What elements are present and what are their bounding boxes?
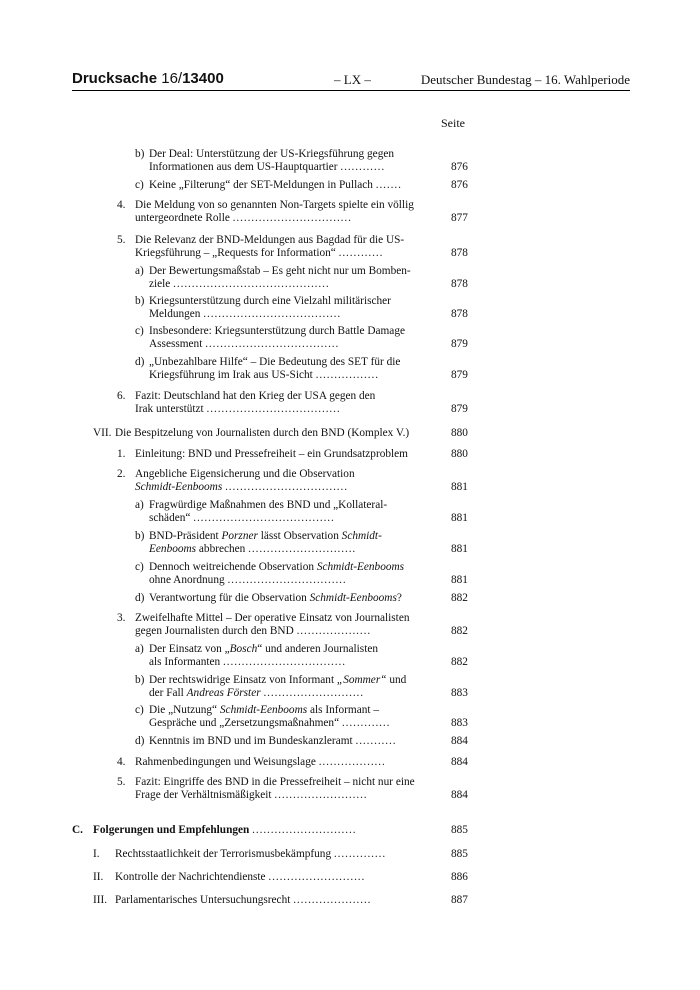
toc-title: ? <box>396 592 402 604</box>
toc-text-line <box>115 871 365 884</box>
toc-label: c) <box>135 179 144 191</box>
toc-label: d) <box>135 592 145 604</box>
toc-text-line <box>149 687 364 700</box>
toc-page-number: 884 <box>451 735 468 747</box>
toc-label: 1. <box>117 448 126 460</box>
toc-text-line <box>149 561 404 574</box>
toc-title: Einleitung: BND und Pressefreiheit – ein Grundsatzproblem <box>135 448 408 460</box>
page-header <box>72 64 630 91</box>
toc-page-number: 882 <box>451 592 468 604</box>
toc-label: c) <box>135 561 144 573</box>
person-name: Schmidt- <box>341 530 382 542</box>
toc-text-line <box>135 481 348 494</box>
toc-title-cont: der Fall <box>149 687 187 699</box>
toc-page-number: 876 <box>451 179 468 191</box>
toc-title-cont: ohne Anordnung <box>149 574 225 586</box>
toc-page-number: 878 <box>451 278 468 290</box>
toc-page-number: 885 <box>451 824 468 836</box>
leader-dots: .................................... <box>206 403 341 415</box>
toc-text-line <box>135 247 383 260</box>
toc-title: Die Relevanz der BND-Meldungen aus Bagdad für die US- <box>135 234 405 246</box>
toc-label: 4. <box>117 199 126 211</box>
toc-text-line <box>149 325 405 338</box>
person-name: Bosch <box>229 643 258 655</box>
toc-title: als Informant – <box>307 704 379 716</box>
toc-page-number: 884 <box>451 789 468 801</box>
person-name: „Sommer“ <box>336 674 387 686</box>
toc-label: a) <box>135 499 144 511</box>
toc-text-line <box>135 448 408 461</box>
toc-title-cont: Gespräche und „Zersetzungsmaßnahmen“ <box>149 717 340 729</box>
toc-title: Keine „Filterung“ der SET-Meldungen in Pullach <box>149 179 373 191</box>
toc-label: 5. <box>117 234 126 246</box>
toc-text-line <box>135 212 352 225</box>
toc-text-line <box>135 403 341 416</box>
toc-title: Folgerungen und Empfehlungen <box>93 824 250 836</box>
document-number <box>72 70 224 87</box>
leader-dots: .......................................... <box>173 278 330 290</box>
toc-label: I. <box>93 848 100 860</box>
toc-title: Angebliche Eigensicherung und die Observation <box>135 468 355 480</box>
toc-title: und <box>386 674 407 686</box>
toc-page-number: 887 <box>451 894 468 906</box>
toc-text-line <box>115 848 386 861</box>
leader-dots: ....... <box>375 179 402 191</box>
toc-text-line <box>149 574 347 587</box>
toc-text-line <box>149 356 400 369</box>
leader-dots: ........................... <box>263 687 364 699</box>
toc-text-line <box>135 789 368 802</box>
toc-label: VII. <box>93 427 112 439</box>
toc-title: Fragwürdige Maßnahmen des BND und „Kollateral- <box>149 499 388 511</box>
toc-text-line <box>93 824 356 837</box>
toc-label: 5. <box>117 776 126 788</box>
toc-text-line <box>149 717 390 730</box>
toc-page-number: 884 <box>451 756 468 768</box>
toc-title: Rechtsstaatlichkeit der Terrorismusbekämpfung <box>115 848 332 860</box>
leader-dots: .......................... <box>268 871 366 883</box>
toc-label: d) <box>135 735 145 747</box>
toc-title-cont: Frage der Verhältnismäßigkeit <box>135 789 272 801</box>
toc-title: Die Bespitzelung von Journalisten durch den BND (Komplex V.) <box>115 427 410 439</box>
toc-page-number: 882 <box>451 625 468 637</box>
toc-title: Fazit: Deutschland hat den Krieg der USA gegen den <box>135 390 376 402</box>
leader-dots: ............................. <box>248 543 357 555</box>
toc-title: Rahmenbedingungen und Weisungslage <box>135 756 316 768</box>
page-column-label: Seite <box>441 116 465 130</box>
toc-page-number: 881 <box>451 574 468 586</box>
toc-text-line <box>149 735 396 748</box>
toc-page-number: 876 <box>451 161 468 173</box>
toc-text-line <box>149 656 346 669</box>
toc-title: „Unbezahlbare Hilfe“ – Die Bedeutung des SET für die <box>149 356 401 368</box>
toc-text-line <box>149 308 341 321</box>
page-number-roman: – LX – <box>334 72 371 87</box>
toc-title-cont: Irak unterstützt <box>135 403 204 415</box>
parliament-title: Deutscher Bundestag – 16. Wahlperiode <box>420 72 630 87</box>
toc-text-line <box>149 278 330 291</box>
toc-text-line <box>115 894 371 907</box>
toc-page-number: 882 <box>451 656 468 668</box>
toc-page-number: 881 <box>451 512 468 524</box>
toc-title: “ und anderen Journalisten <box>257 643 379 655</box>
toc-text-line <box>149 295 391 308</box>
leader-dots: ................................. <box>225 481 348 493</box>
toc-title: Die Meldung von so genannten Non-Targets spielte ein völlig <box>135 199 414 211</box>
toc-text-line <box>135 776 415 789</box>
leader-dots: ........... <box>355 735 397 747</box>
person-name: Schmidt-Eenbooms <box>309 592 397 604</box>
toc-text-line <box>149 179 402 192</box>
leader-dots: .................... <box>296 625 372 637</box>
doc-num-prefix: 16/ <box>161 70 183 87</box>
toc-title-cont: untergeordnete Rolle <box>135 212 230 224</box>
person-name: Eenbooms <box>149 543 197 555</box>
leader-dots: ................................ <box>227 574 347 586</box>
toc-text-line <box>149 704 379 717</box>
toc-title-cont: Kriegsführung im Irak aus US-Sicht <box>149 369 313 381</box>
toc-page-number: 880 <box>451 448 468 460</box>
toc-text-line <box>149 592 402 605</box>
toc-title-cont: ziele <box>149 278 171 290</box>
toc-title-cont: Kriegsführung – „Requests for Information“ <box>135 247 336 259</box>
person-name: Schmidt-Eenbooms <box>316 561 405 573</box>
toc-title: Insbesondere: Kriegsunterstützung durch Battle Damage <box>149 325 405 337</box>
toc-title: Die „Nutzung“ <box>149 704 220 716</box>
toc-text-line <box>135 612 410 625</box>
person-name: Porzner <box>221 530 258 542</box>
toc-label: d) <box>135 356 145 368</box>
toc-text-line <box>149 543 356 556</box>
toc-title: Zweifelhafte Mittel – Der operative Einsatz von Journalisten <box>135 612 410 624</box>
toc-label: c) <box>135 325 144 337</box>
toc-title: Verantwortung für die Observation <box>149 592 310 604</box>
leader-dots: ......................... <box>274 789 368 801</box>
toc-page-number: 886 <box>451 871 468 883</box>
toc-page-number: 878 <box>451 308 468 320</box>
toc-label: b) <box>135 295 145 307</box>
toc-label: b) <box>135 148 145 160</box>
toc-title: Der Bewertungsmaßstab – Es geht nicht nur um Bomben- <box>149 265 411 277</box>
toc-title: Fazit: Eingriffe des BND in die Pressefreiheit – nicht nur eine <box>135 776 415 788</box>
toc-text-line <box>135 199 414 212</box>
toc-page-number: 878 <box>451 247 468 259</box>
toc-text-line <box>149 530 382 543</box>
toc-title: BND-Präsident <box>149 530 222 542</box>
toc-page-number: 883 <box>451 687 468 699</box>
toc-title: Der Einsatz von „ <box>149 643 230 655</box>
toc-text-line <box>135 468 355 481</box>
toc-text-line <box>149 674 406 687</box>
toc-title-cont: gegen Journalisten durch den BND <box>135 625 294 637</box>
leader-dots: ............ <box>338 247 384 259</box>
toc-title: Kontrolle der Nachrichtendienste <box>115 871 266 883</box>
doc-num-main: 13400 <box>182 70 224 87</box>
leader-dots: ................................. <box>223 656 346 668</box>
toc-label: III. <box>93 894 108 906</box>
leader-dots: ..................... <box>293 894 372 906</box>
toc-text-line <box>149 369 379 382</box>
toc-title: Dennoch weitreichende Observation <box>149 561 317 573</box>
toc-page-number: 877 <box>451 212 468 224</box>
leader-dots: .................. <box>318 756 386 768</box>
toc-title: lässt Observation <box>257 530 342 542</box>
toc-title: Parlamentarisches Untersuchungsrecht <box>115 894 291 906</box>
toc-label: 6. <box>117 390 126 402</box>
toc-title: Kenntnis im BND und im Bundeskanzleramt <box>149 735 353 747</box>
toc-text-line <box>149 499 387 512</box>
person-name: Schmidt-Eenbooms <box>219 704 308 716</box>
toc-text-line <box>149 148 394 161</box>
toc-page-number: 879 <box>451 338 468 350</box>
toc-page-number: 879 <box>451 369 468 381</box>
toc-page-number: 880 <box>451 427 468 439</box>
person-name: Andreas Förster <box>186 687 261 699</box>
leader-dots: .................................... <box>205 338 340 350</box>
toc-page-number: 885 <box>451 848 468 860</box>
toc-text-line <box>149 161 385 174</box>
toc-label: b) <box>135 674 145 686</box>
leader-dots: ................. <box>315 369 379 381</box>
toc-title: Kriegsunterstützung durch eine Vielzahl militärischer <box>149 295 391 307</box>
leader-dots: ..................................... <box>203 308 342 320</box>
toc-title-cont: Informationen aus dem US-Hauptquartier <box>149 161 338 173</box>
toc-text-line <box>115 427 409 440</box>
toc-page-number: 883 <box>451 717 468 729</box>
doc-label: Drucksache <box>72 70 158 87</box>
toc-page-number: 879 <box>451 403 468 415</box>
toc-text-line <box>135 234 404 247</box>
toc-label: 3. <box>117 612 126 624</box>
toc-label: a) <box>135 265 144 277</box>
toc-title-cont: Meldungen <box>149 308 201 320</box>
toc-text-line <box>135 390 375 403</box>
toc-text-line <box>149 265 411 278</box>
leader-dots: ...................................... <box>193 512 335 524</box>
toc-title: Der Deal: Unterstützung der US-Kriegsführung gegen <box>149 148 395 160</box>
toc-label: a) <box>135 643 144 655</box>
toc-text-line <box>149 643 378 656</box>
toc-label: b) <box>135 530 145 542</box>
toc-page-number: 881 <box>451 543 468 555</box>
toc-text-line <box>149 512 335 525</box>
leader-dots: ............................ <box>252 824 357 836</box>
leader-dots: ................................ <box>232 212 352 224</box>
toc-label: C. <box>72 824 83 836</box>
leader-dots: .............. <box>333 848 387 860</box>
toc-title-cont: als Informanten <box>149 656 221 668</box>
toc-text-line <box>135 625 371 638</box>
toc-label: II. <box>93 871 104 883</box>
toc-label: 4. <box>117 756 126 768</box>
toc-title: Der rechtswidrige Einsatz von Informant <box>149 674 337 686</box>
toc-title-cont: Assessment <box>149 338 203 350</box>
toc-label: 2. <box>117 468 126 480</box>
toc-title-cont: schäden“ <box>149 512 191 524</box>
toc-title-cont: Schmidt-Eenbooms <box>135 481 223 493</box>
toc-title-cont: abbrechen <box>196 543 246 555</box>
leader-dots: ............ <box>340 161 386 173</box>
toc-text-line <box>135 756 386 769</box>
leader-dots: ............. <box>341 717 391 729</box>
toc-page-number: 881 <box>451 481 468 493</box>
toc-label: c) <box>135 704 144 716</box>
toc-text-line <box>149 338 339 351</box>
